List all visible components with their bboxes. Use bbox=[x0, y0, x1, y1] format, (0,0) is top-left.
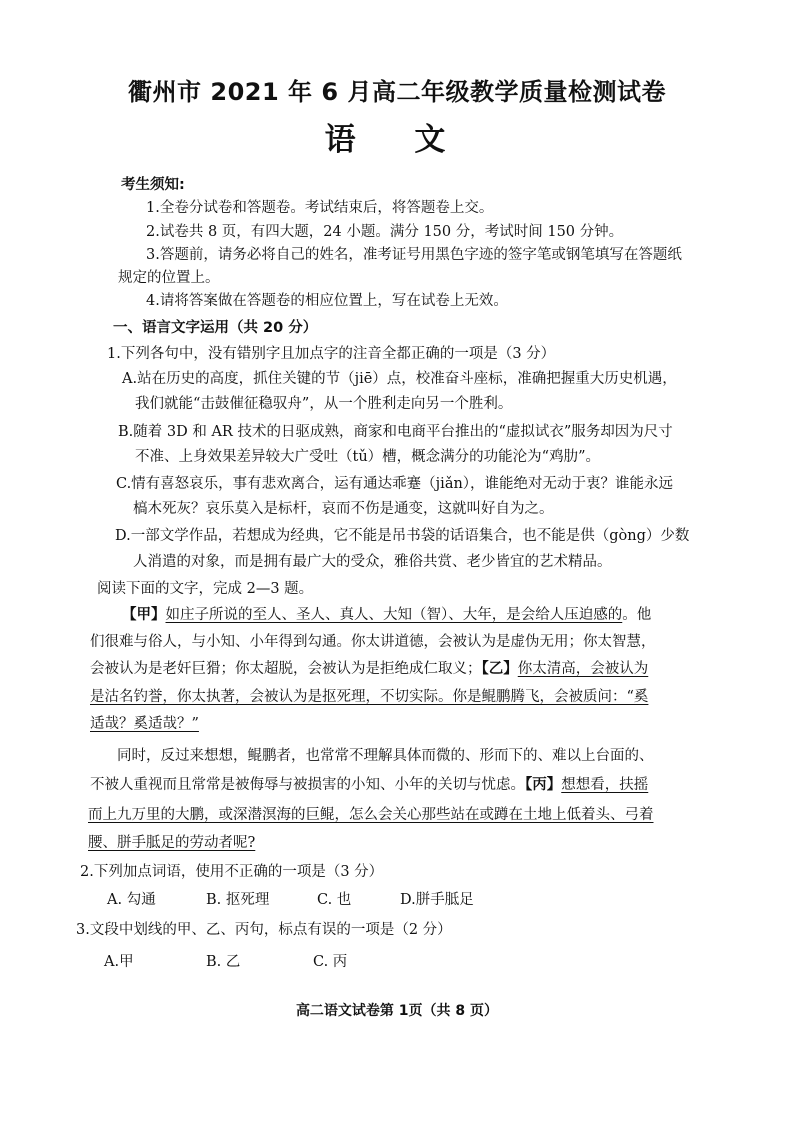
underlined-sentence-yi: 你太清高，会被认为 bbox=[517, 661, 649, 677]
question-1-option-a-cont: 我们就能“击鼓催征稳驭舟”，从一个胜利走向另一个胜利。 bbox=[135, 396, 513, 412]
underlined-sentence-bing: 想想看，扶摇 bbox=[561, 777, 649, 793]
question-2-option-d: D.胼手胝足 bbox=[400, 892, 474, 908]
question-3-option-b: B. 乙 bbox=[206, 954, 241, 970]
page-footer: 高二语文试卷第 1页（共 8 页） bbox=[295, 1003, 499, 1019]
question-3-option-a: A.甲 bbox=[104, 954, 134, 970]
exam-title: 衢州市 2021 年 6 月高二年级教学质量检测试卷 bbox=[128, 78, 666, 106]
passage-line: 同时，反过来想想，鲲鹏者，也常常不理解具体而微的、形而下的、难以上台面的、 bbox=[117, 748, 654, 764]
question-1-option-c-cont: 槁木死灰？哀乐莫入是标杆，哀而不伤是通变，这就叫好自为之。 bbox=[133, 501, 554, 517]
notice-item-2: 2.试卷共 8 页，有四大题，24 小题。满分 150 分，考试时间 150 分钟。 bbox=[146, 224, 624, 240]
question-1-option-a: A.站在历史的高度，抓住关键的节（jiē）点，校准奋斗座标，准确把握重大历史机遇， bbox=[122, 371, 677, 387]
reading-intro: 阅读下面的文字，完成 2—3 题。 bbox=[97, 581, 314, 597]
subject-title: 语 文 bbox=[324, 122, 470, 158]
notice-heading: 考生须知: bbox=[121, 177, 185, 193]
question-1-option-b: B.随着 3D 和 AR 技术的日驱成熟，商家和电商平台推出的“虚拟试衣”服务却因为尺寸 bbox=[118, 424, 673, 440]
underlined-sentence-yi-end: 适哉？奚适哉？” bbox=[90, 716, 199, 732]
passage-text: 不被人重视而且常常是被侮辱与被损害的小知、小年的关切与忧虑。 bbox=[90, 777, 525, 793]
question-1-option-b-cont: 不准、上身效果差异较大广受吐（tǔ）槽，概念满分的功能沦为“鸡肋”。 bbox=[135, 449, 600, 465]
passage-line bbox=[122, 605, 651, 625]
question-2-option-c: C. 也 bbox=[317, 892, 352, 908]
passage-line bbox=[90, 775, 648, 795]
passage-text: 。他 bbox=[622, 607, 652, 623]
sentence-marker-jia: 【甲】 bbox=[122, 607, 166, 623]
section-1-heading: 一、语言文字运用（共 20 分） bbox=[113, 320, 318, 336]
question-3-stem: 3.文段中划线的甲、乙、丙句，标点有误的一项是（2 分） bbox=[76, 922, 452, 938]
underlined-sentence-bing-end: 腰、胼手胝足的劳动者呢? bbox=[88, 835, 256, 851]
passage-line bbox=[90, 659, 648, 679]
notice-item-4: 4.请将答案做在答题卷的相应位置上，写在试卷上无效。 bbox=[146, 293, 508, 309]
question-1-stem: 1.下列各句中，没有错别字且加点字的注音全都正确的一项是（3 分） bbox=[107, 346, 556, 362]
question-1-option-c: C.情有喜怒哀乐，事有悲欢离合，运有通达乖蹇（jiǎn），谁能绝对无动于衷？谁能永远 bbox=[116, 476, 674, 492]
question-2-option-b: B. 抠死理 bbox=[206, 892, 270, 908]
notice-item-1: 1.全卷分试卷和答题卷。考试结束后，将答题卷上交。 bbox=[146, 200, 494, 216]
question-1-option-d: D.一部文学作品，若想成为经典，它不能是吊书袋的话语集合，也不能是供（gòng）少数 bbox=[115, 528, 690, 544]
passage-text: 会被认为是老奸巨猾；你太超脱，会被认为是拒绝成仁取义； bbox=[90, 661, 482, 677]
underlined-sentence-bing-cont: 而上九万里的大鹏，或深潜溟海的巨鲲，怎么会关心那些站在或蹲在土地上低着头、弓着 bbox=[88, 807, 654, 823]
underlined-sentence-jia: 如庄子所说的至人、圣人、真人、大知（智）、大年，是会给人压迫感的 bbox=[165, 607, 623, 623]
sentence-marker-yi: 【乙】 bbox=[481, 661, 518, 677]
notice-item-3: 3.答题前，请务必将自己的姓名，准考证号用黑色字迹的签字笔或钢笔填写在答题纸 bbox=[146, 247, 682, 263]
passage-line: 们很难与俗人，与小知、小年得到勾通。你太讲道德，会被认为是虚伪无用；你太智慧， bbox=[90, 634, 656, 650]
underlined-sentence-yi-cont: 是沽名钓誉，你太执著，会被认为是抠死理，不切实际。你是鲲鹏腾飞，会被质问：“奚 bbox=[90, 689, 649, 705]
question-3-option-c: C. 丙 bbox=[313, 954, 348, 970]
notice-item-3-cont: 规定的位置上。 bbox=[118, 270, 220, 286]
question-2-option-a: A. 勾通 bbox=[107, 892, 156, 908]
question-2-stem: 2.下列加点词语，使用不正确的一项是（3 分） bbox=[80, 864, 384, 880]
sentence-marker-bing: 【丙】 bbox=[525, 777, 562, 793]
question-1-option-d-cont: 人消遣的对象，而是拥有最广大的受众，雅俗共赏、老少皆宜的艺术精品。 bbox=[133, 554, 612, 570]
